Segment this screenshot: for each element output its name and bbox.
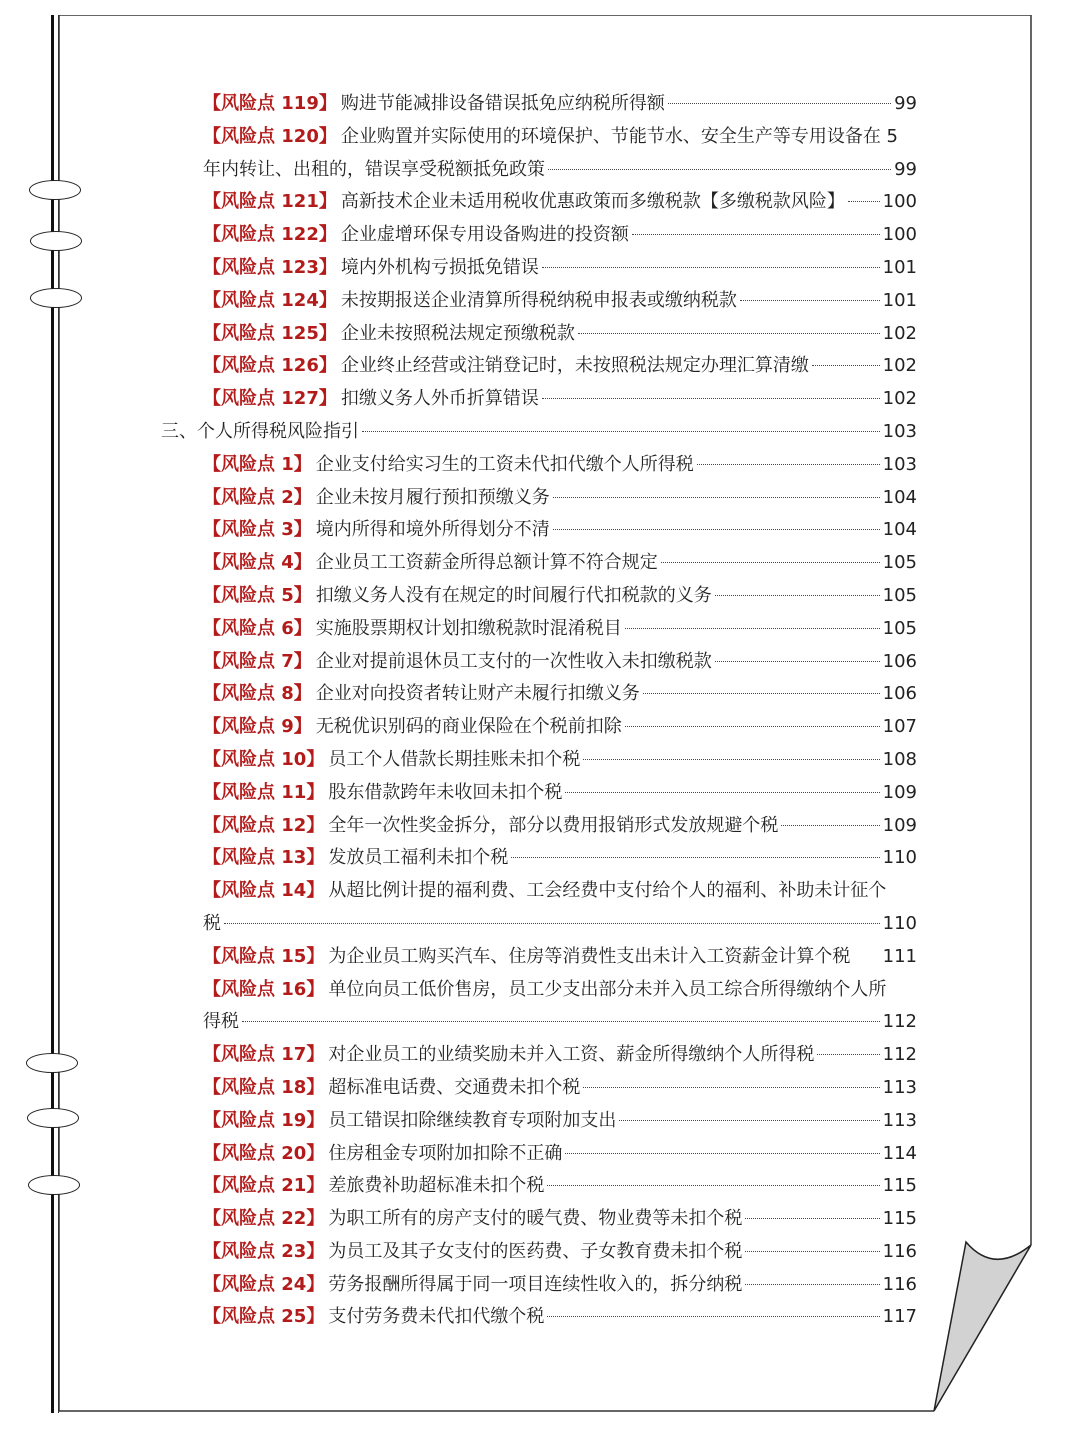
page-number: 110 xyxy=(882,912,917,934)
dot-leader xyxy=(547,1185,879,1186)
toc-entry-continuation[interactable] xyxy=(203,154,917,187)
dot-leader xyxy=(661,562,880,563)
dot-leader xyxy=(643,693,880,694)
page-number: 102 xyxy=(882,355,917,377)
toc-entry[interactable] xyxy=(203,219,917,252)
binder-ring-icon xyxy=(30,288,82,308)
page-number: 101 xyxy=(882,289,917,311)
dot-leader xyxy=(625,628,880,629)
risk-tag: 【风险点 9】 xyxy=(203,716,312,738)
page-number: 109 xyxy=(882,814,917,836)
section-title: 三、个人所得税风险指引 xyxy=(161,420,359,442)
dot-leader xyxy=(553,497,880,498)
entry-title: 购进节能减排设备错误抵免应纳税所得额 xyxy=(340,93,665,114)
entry-title: 劳务报酬所得属于同一项目连续性收入的，拆分纳税 xyxy=(328,1273,743,1295)
page-number: 109 xyxy=(882,781,917,803)
risk-tag: 【风险点 21】 xyxy=(203,1175,325,1197)
toc-entry[interactable] xyxy=(203,285,917,318)
risk-tag: 【风险点 17】 xyxy=(203,1044,325,1066)
toc-entry[interactable] xyxy=(203,974,917,1007)
entry-title: 企业未按月履行预扣预缴义务 xyxy=(315,486,550,508)
entry-title: 扣缴义务人没有在规定的时间履行代扣税款的义务 xyxy=(315,584,712,606)
entry-title: 实施股票期权计划扣缴税款时混淆税目 xyxy=(315,617,622,639)
entry-title: 无税优识别码的商业保险在个税前扣除 xyxy=(315,716,622,738)
entry-title: 扣缴义务人外币折算错误 xyxy=(340,388,539,410)
risk-tag: 【风险点 126】 xyxy=(203,355,337,377)
entry-title: 支付劳务费未代扣代缴个税 xyxy=(328,1306,545,1328)
entry-title: 企业购置并实际使用的环境保护、节能节水、安全生产等专用设备在 5 xyxy=(340,125,899,147)
page-curl-icon xyxy=(934,1242,1031,1411)
page-number: 104 xyxy=(882,519,917,541)
risk-tag: 【风险点 19】 xyxy=(203,1109,325,1131)
toc-entry-continuation[interactable] xyxy=(203,1006,917,1039)
entry-title: 境内外机构亏损抵免错误 xyxy=(340,256,539,278)
entry-title: 高新技术企业未适用税收优惠政策而多缴税款【多缴税款风险】 xyxy=(340,191,845,213)
page-number: 107 xyxy=(882,716,917,738)
toc-entry[interactable] xyxy=(203,383,917,416)
risk-tag: 【风险点 12】 xyxy=(203,814,325,836)
toc-entry[interactable] xyxy=(203,613,917,646)
dot-leader xyxy=(619,1120,879,1121)
dot-leader xyxy=(542,267,880,268)
toc-section-heading[interactable] xyxy=(161,416,917,449)
dot-leader xyxy=(583,759,879,760)
entry-title: 单位向员工低价售房，员工少支出部分未并入员工综合所得缴纳个人所 xyxy=(328,978,887,1000)
entry-title: 企业终止经营或注销登记时，未按照税法规定办理汇算清缴 xyxy=(340,355,809,377)
risk-tag: 【风险点 3】 xyxy=(203,519,312,541)
page-number: 105 xyxy=(882,617,917,639)
page-number: 113 xyxy=(882,1109,917,1131)
risk-tag: 【风险点 22】 xyxy=(203,1208,325,1230)
dot-leader xyxy=(242,1021,880,1022)
toc-entry[interactable] xyxy=(203,777,917,810)
entry-title: 全年一次性奖金拆分，部分以费用报销形式发放规避个税 xyxy=(328,814,779,836)
risk-tag: 【风险点 4】 xyxy=(203,552,312,574)
entry-title: 为企业员工购买汽车、住房等消费性支出未计入工资薪金计算个税 xyxy=(328,945,851,967)
risk-tag: 【风险点 23】 xyxy=(203,1240,325,1262)
dot-leader xyxy=(745,1218,879,1219)
risk-tag: 【风险点 10】 xyxy=(203,748,325,770)
toc-entry[interactable] xyxy=(203,1170,917,1203)
risk-tag: 【风险点 5】 xyxy=(203,584,312,606)
toc-entry[interactable] xyxy=(203,646,917,679)
risk-tag: 【风险点 6】 xyxy=(203,617,312,639)
dot-leader xyxy=(511,857,879,858)
risk-tag: 【风险点 16】 xyxy=(203,978,325,1000)
risk-tag: 【风险点 123】 xyxy=(203,256,337,278)
toc-entry[interactable] xyxy=(203,1269,917,1302)
toc-entry[interactable] xyxy=(203,678,917,711)
binder-ring-icon xyxy=(30,231,82,251)
toc-entry[interactable] xyxy=(203,318,917,351)
toc-entry-continuation[interactable] xyxy=(203,908,917,941)
toc-entry[interactable] xyxy=(203,547,917,580)
page-number: 108 xyxy=(882,748,917,770)
dot-leader xyxy=(745,1284,879,1285)
toc-entry[interactable] xyxy=(203,1138,917,1171)
binder-ring-icon xyxy=(27,1108,79,1128)
entry-title: 对企业员工的业绩奖励未并入工资、薪金所得缴纳个人所得税 xyxy=(328,1044,815,1066)
dot-leader xyxy=(625,726,880,727)
toc-entry[interactable] xyxy=(203,252,917,285)
risk-tag: 【风险点 2】 xyxy=(203,486,312,508)
dot-leader xyxy=(745,1251,879,1252)
toc-entry[interactable] xyxy=(203,744,917,777)
dot-leader xyxy=(812,365,880,366)
entry-title-continuation: 年内转让、出租的，错误享受税额抵免政策 xyxy=(203,158,545,180)
toc-entry[interactable] xyxy=(203,580,917,613)
dot-leader xyxy=(583,1087,879,1088)
risk-tag: 【风险点 119】 xyxy=(203,93,337,114)
binder-spine xyxy=(51,15,54,1413)
page-number: 114 xyxy=(882,1142,917,1164)
table-of-contents xyxy=(161,88,917,1334)
entry-title: 为职工所有的房产支付的暖气费、物业费等未扣个税 xyxy=(328,1208,743,1230)
dot-leader xyxy=(565,792,879,793)
entry-title: 企业未按照税法规定预缴税款 xyxy=(340,322,575,344)
page-number: 117 xyxy=(882,1306,917,1328)
page-number: 102 xyxy=(882,388,917,410)
risk-tag: 【风险点 25】 xyxy=(203,1306,325,1328)
page-number: 113 xyxy=(882,1076,917,1098)
risk-tag: 【风险点 13】 xyxy=(203,847,325,869)
toc-entry[interactable] xyxy=(203,121,917,154)
risk-tag: 【风险点 14】 xyxy=(203,880,325,902)
entry-title: 员工错误扣除继续教育专项附加支出 xyxy=(328,1109,617,1131)
entry-title: 境内所得和境外所得划分不清 xyxy=(315,519,550,541)
risk-tag: 【风险点 15】 xyxy=(203,945,325,967)
entry-title: 为员工及其子女支付的医药费、子女教育费未扣个税 xyxy=(328,1240,743,1262)
entry-title: 未按期报送企业清算所得税纳税申报表或缴纳税款 xyxy=(340,289,737,311)
dot-leader xyxy=(553,529,880,530)
toc-entry[interactable] xyxy=(203,1203,917,1236)
entry-title: 企业支付给实习生的工资未代扣代缴个人所得税 xyxy=(315,453,694,475)
entry-title: 企业员工工资薪金所得总额计算不符合规定 xyxy=(315,552,658,574)
dot-leader xyxy=(542,398,880,399)
dot-leader xyxy=(547,1316,879,1317)
dot-leader xyxy=(224,923,880,924)
risk-tag: 【风险点 1】 xyxy=(203,453,312,475)
risk-tag: 【风险点 121】 xyxy=(203,191,337,213)
binder-ring-icon xyxy=(28,1175,80,1195)
dot-leader xyxy=(578,333,880,334)
toc-entry[interactable] xyxy=(203,941,917,974)
toc-entry[interactable] xyxy=(203,350,917,383)
entry-title-continuation: 税 xyxy=(203,912,221,934)
entry-title: 企业虚增环保专用设备购进的投资额 xyxy=(340,224,629,246)
binder-ring-icon xyxy=(29,180,81,200)
risk-tag: 【风险点 124】 xyxy=(203,289,337,311)
page-number: 112 xyxy=(882,1044,917,1066)
entry-title: 超标准电话费、交通费未扣个税 xyxy=(328,1076,581,1098)
dot-leader xyxy=(817,1054,879,1055)
page-number: 116 xyxy=(882,1240,917,1262)
page-number: 115 xyxy=(882,1208,917,1230)
dot-leader xyxy=(740,300,880,301)
toc-entry[interactable] xyxy=(203,1236,917,1269)
risk-tag: 【风险点 7】 xyxy=(203,650,312,672)
entry-title-continuation: 得税 xyxy=(203,1011,239,1033)
risk-tag: 【风险点 125】 xyxy=(203,322,337,344)
page-number: 100 xyxy=(882,191,917,213)
risk-tag: 【风险点 11】 xyxy=(203,781,325,803)
page-number: 104 xyxy=(882,486,917,508)
dot-leader xyxy=(632,234,880,235)
page-number: 116 xyxy=(882,1273,917,1295)
toc-entry[interactable] xyxy=(203,1072,917,1105)
page-number: 103 xyxy=(882,453,917,475)
dot-leader xyxy=(565,1153,879,1154)
toc-entry[interactable] xyxy=(203,186,917,219)
binder-ring-icon xyxy=(26,1053,78,1073)
toc-entry[interactable] xyxy=(203,1105,917,1138)
risk-tag: 【风险点 120】 xyxy=(203,125,337,147)
page-number: 115 xyxy=(882,1175,917,1197)
entry-title: 住房租金专项附加扣除不正确 xyxy=(328,1142,563,1164)
entry-title: 股东借款跨年未收回未扣个税 xyxy=(328,781,563,803)
toc-entry[interactable] xyxy=(203,875,917,908)
page-number: 112 xyxy=(882,1011,917,1033)
page-number: 106 xyxy=(882,683,917,705)
entry-title: 从超比例计提的福利费、工会经费中支付给个人的福利、补助未计征个 xyxy=(328,880,887,902)
risk-tag: 【风险点 24】 xyxy=(203,1273,325,1295)
entry-title: 企业对向投资者转让财产未履行扣缴义务 xyxy=(315,683,640,705)
dot-leader xyxy=(362,431,880,432)
dot-leader xyxy=(781,825,879,826)
page-number: 105 xyxy=(882,584,917,606)
entry-title: 差旅费补助超标准未扣个税 xyxy=(328,1175,545,1197)
toc-entry[interactable] xyxy=(203,810,917,843)
page-number: 105 xyxy=(882,552,917,574)
toc-entry[interactable] xyxy=(203,88,917,121)
entry-title: 员工个人借款长期挂账未扣个税 xyxy=(328,748,581,770)
toc-entry[interactable] xyxy=(203,842,917,875)
dot-leader xyxy=(715,661,880,662)
risk-tag: 【风险点 8】 xyxy=(203,683,312,705)
page-number: 102 xyxy=(882,322,917,344)
toc-entry[interactable] xyxy=(203,449,917,482)
dot-leader xyxy=(548,169,891,170)
page-number: 100 xyxy=(882,224,917,246)
toc-entry[interactable] xyxy=(203,1039,917,1072)
risk-tag: 【风险点 127】 xyxy=(203,388,337,410)
dot-leader xyxy=(848,201,880,202)
entry-title: 企业对提前退休员工支付的一次性收入未扣缴税款 xyxy=(315,650,712,672)
dot-leader xyxy=(668,103,891,104)
risk-tag: 【风险点 20】 xyxy=(203,1142,325,1164)
toc-entry[interactable] xyxy=(203,711,917,744)
page-number: 101 xyxy=(882,256,917,278)
page-number: 111 xyxy=(882,945,917,967)
page-number: 110 xyxy=(882,847,917,869)
page-number: 99 xyxy=(894,158,917,180)
page-number: 106 xyxy=(882,650,917,672)
risk-tag: 【风险点 18】 xyxy=(203,1076,325,1098)
toc-entry[interactable] xyxy=(203,1301,917,1334)
entry-title: 发放员工福利未扣个税 xyxy=(328,847,509,869)
page-number: 103 xyxy=(882,420,917,442)
toc-entry[interactable] xyxy=(203,482,917,515)
risk-tag: 【风险点 122】 xyxy=(203,224,337,246)
dot-leader xyxy=(697,464,880,465)
page-number: 99 xyxy=(894,93,917,114)
toc-entry[interactable] xyxy=(203,514,917,547)
dot-leader xyxy=(715,595,880,596)
